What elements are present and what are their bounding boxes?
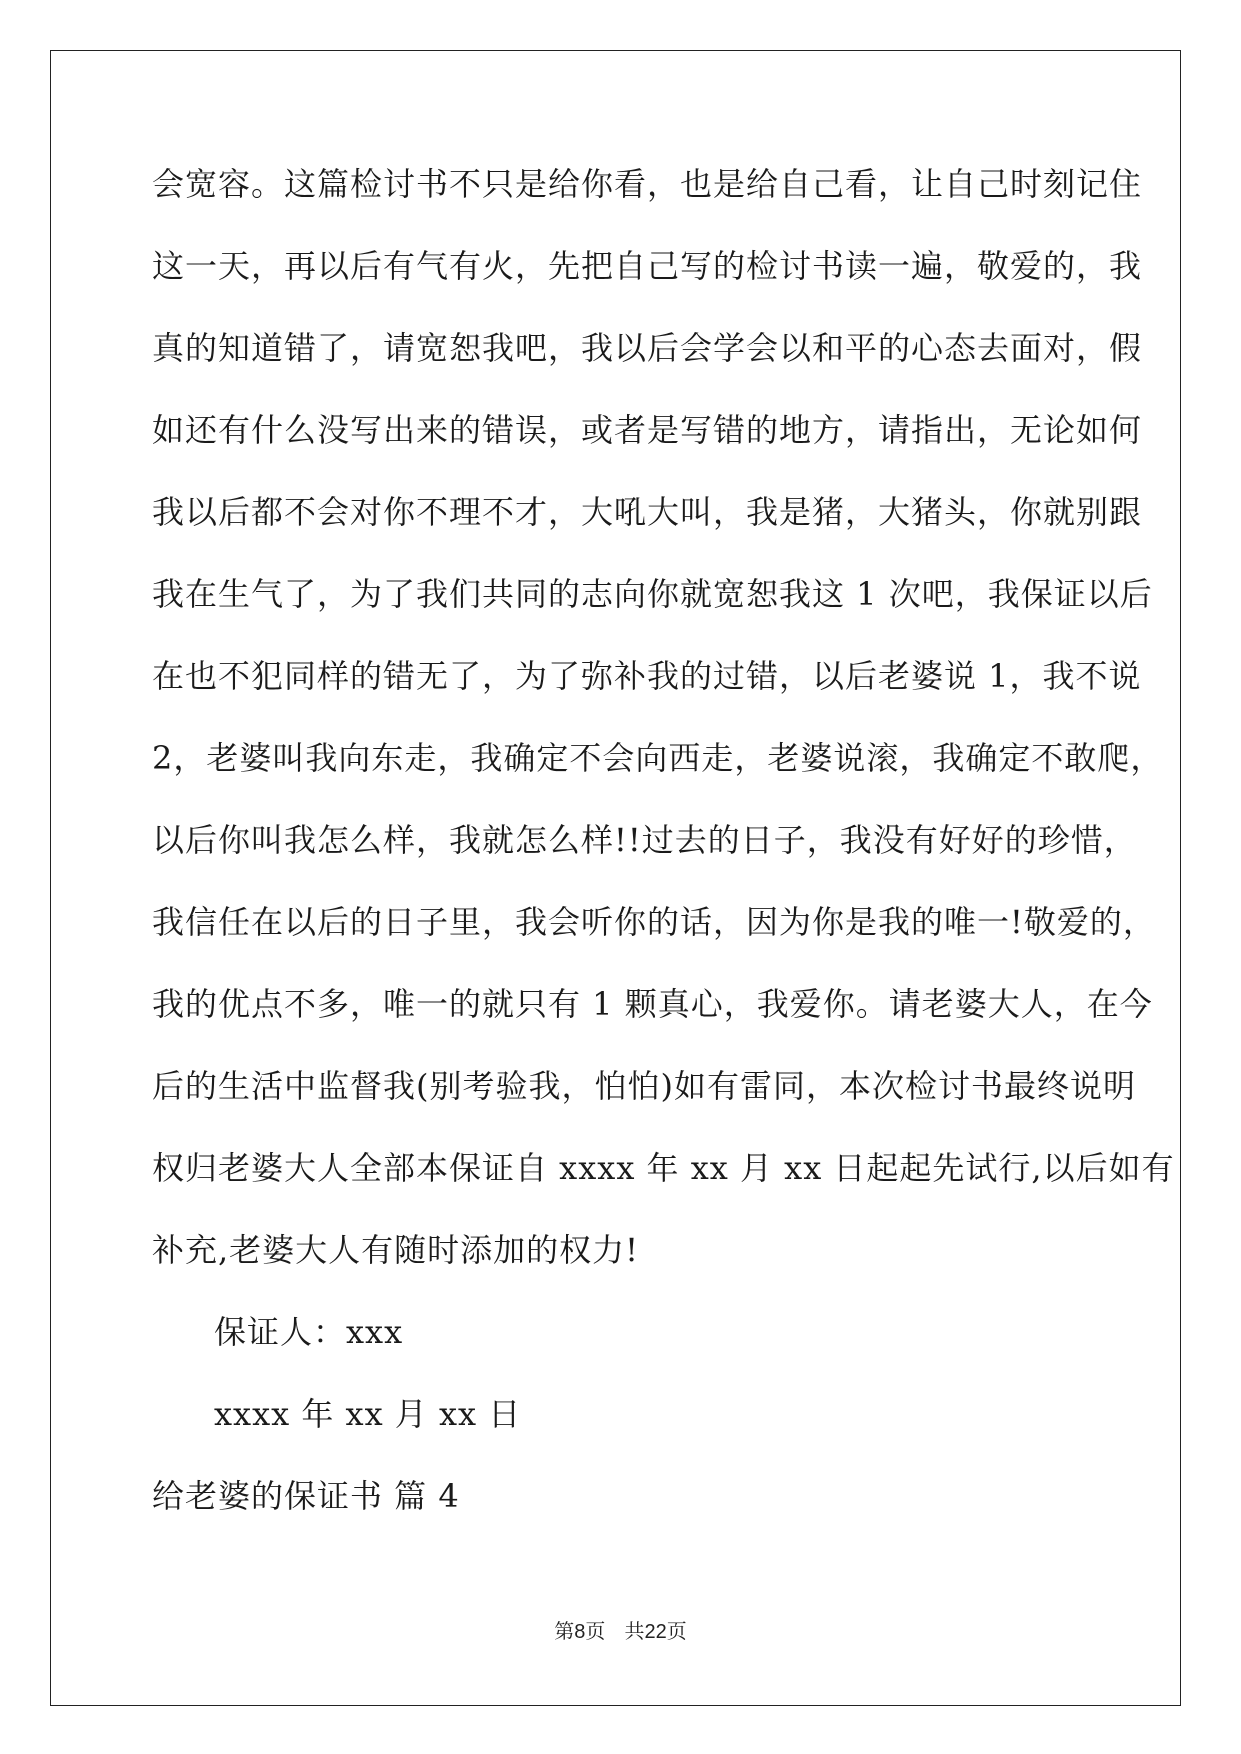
total-pages: 22 <box>644 1621 667 1643</box>
text-line: 以后你叫我怎么样，我就怎么样!!过去的日子，我没有好好的珍惜， <box>152 821 1137 859</box>
text-line: 这一天，再以后有气有火，先把自己写的检讨书读一遍，敬爱的，我 <box>152 247 1143 285</box>
document-body <box>152 156 1175 1550</box>
guarantor-line: 保证人：xxx <box>214 1313 404 1351</box>
text-line: 我的优点不多，唯一的就只有 1 颗真心，我爱你。请老婆大人，在今 <box>152 985 1153 1023</box>
text-line: 补充,老婆大人有随时添加的权力! <box>152 1231 640 1269</box>
text-line: 会宽容。这篇检讨书不只是给你看，也是给自己看，让自己时刻记住 <box>152 165 1143 203</box>
text-line: 在也不犯同样的错无了，为了弥补我的过错，以后老婆说 1，我不说 <box>152 657 1142 695</box>
text-line: 我以后都不会对你不理不才，大吼大叫，我是猪，大猪头，你就别跟 <box>152 493 1143 531</box>
section-heading: 给老婆的保证书 篇 4 <box>152 1477 460 1515</box>
signature-date: xxxx 年 xx 月 xx 日 <box>214 1395 522 1433</box>
total-prefix: 共 <box>624 1619 645 1643</box>
text-line: 我信任在以后的日子里，我会听你的话，因为你是我的唯一!敬爱的， <box>152 903 1156 941</box>
page-number: 8 <box>574 1621 586 1643</box>
page-footer <box>0 1615 1241 1644</box>
text-line: 真的知道错了，请宽恕我吧，我以后会学会以和平的心态去面对，假 <box>152 329 1143 367</box>
text-line: 后的生活中监督我(别考验我，怕怕)如有雷同，本次检讨书最终说明 <box>152 1067 1136 1105</box>
page-prefix: 第 <box>554 1619 575 1643</box>
text-line: 我在生气了，为了我们共同的志向你就宽恕我这 1 次吧，我保证以后 <box>152 575 1153 613</box>
text-line: 如还有什么没写出来的错误，或者是写错的地方，请指出，无论如何 <box>152 411 1143 449</box>
total-suffix: 页 <box>666 1619 687 1643</box>
page-suffix: 页 <box>585 1619 606 1643</box>
text-line: 2，老婆叫我向东走，我确定不会向西走，老婆说滚，我确定不敢爬， <box>152 739 1164 777</box>
text-line: 权归老婆大人全部本保证自 xxxx 年 xx 月 xx 日起起先试行,以后如有 <box>152 1149 1175 1187</box>
